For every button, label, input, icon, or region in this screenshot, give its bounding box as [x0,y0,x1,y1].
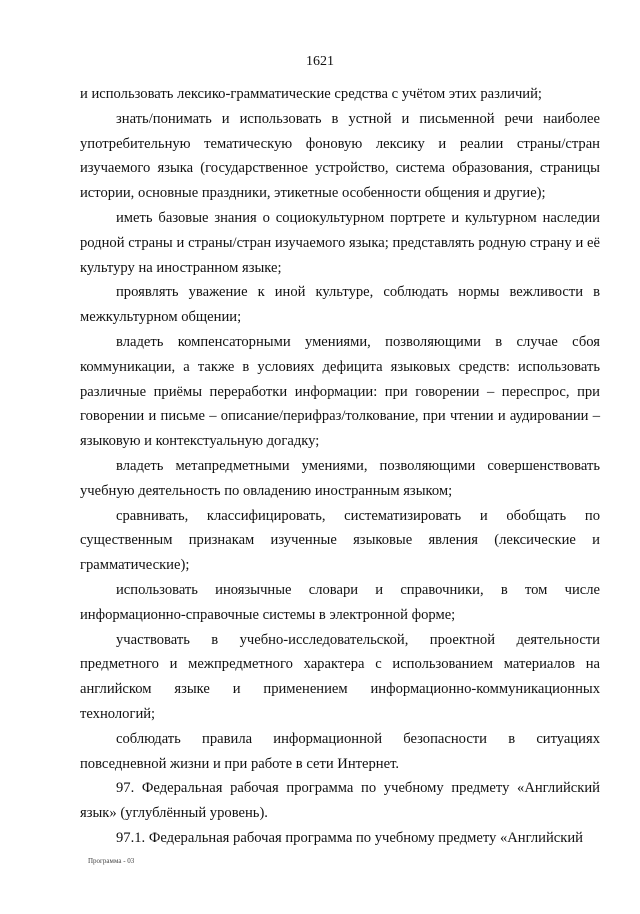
subsection-paragraph: 97.1. Федеральная рабочая программа по учебному предмету «Английский [116,829,583,846]
page-number: 1621 [306,54,334,69]
paragraph: сравнивать, классифицировать, систематизировать и обобщать по существенным признакам изученные языковые явления (лексические и грамматические); [80,507,600,574]
section-heading-paragraph: 97. Федеральная рабочая программа по учебному предмету «Английский язык» (углублённый уровень). [80,780,600,822]
paragraph: и использовать лексико-грамматические средства с учётом этих различий; [80,86,542,102]
document-body [80,82,600,851]
paragraph: проявлять уважение к иной культуре, соблюдать нормы вежливости в межкультурном общении; [80,284,600,326]
paragraph: знать/понимать и использовать в устной и письменной речи наиболее употребительную тематическую фоновую лексику и реалии страны/стран изучаемого языка (государственное устройство, система образования, страницы истории, основные праздники, этикетные особенности общения и другие); [80,110,600,202]
paragraph: участвовать в учебно-исследовательской, проектной деятельности предметного и межпредметного характера с использованием материалов на английском языке и применением информационно-коммуникационных технологий; [80,631,600,722]
footer-note: Программа - 03 [88,857,135,865]
paragraph: соблюдать правила информационной безопасности в ситуациях повседневной жизни и при работе в сети Интернет. [80,730,600,772]
paragraph: владеть метапредметными умениями, позволяющими совершенствовать учебную деятельность по овладению иностранным языком; [80,457,600,499]
paragraph: владеть компенсаторными умениями, позволяющими в случае сбоя коммуникации, а также в условиях дефицита языковых средств: использовать различные приёмы переработки информации: при говорении – переспрос, при говорении и письме – описание/перифраз/толкование, при чтении и аудировании – языковую и контекстуальную догадку; [80,333,600,450]
paragraph: иметь базовые знания о социокультурном портрете и культурном наследии родной страны и страны/стран изучаемого языка; представлять родную страну и её культуру на иностранном языке; [80,209,600,276]
paragraph: использовать иноязычные словари и справочники, в том числе информационно-справочные системы в электронной форме; [80,581,600,623]
